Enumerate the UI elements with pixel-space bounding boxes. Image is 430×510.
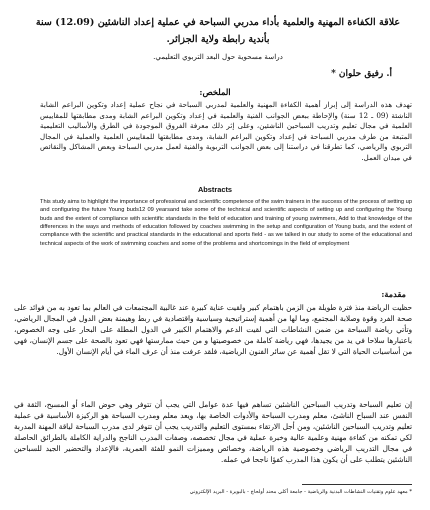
english-abstract-text: This study aims to highlight the importance of professional and scientific competence of the swim trainers in the success of the process of setting up and configuring the future Young buds12 09 yearsand take some of the technical and scientific aspects of setting up and configuring the Young buds and the extent of compliance with scientific standards in the field of education and training of young swimmers, Add to that knowledge of the differences in the ways and methods of education followed by coaches swimming in the setup and configuration of Young buds, and the extent of compliance with the scientific and practical standards in the educational and sports field - as we talked in our study to some of the educational and technical aspects of the work of swimming coaches and some of the problems and shortcomings in the field of employment xyxy=(40,199,412,247)
footnote-separator xyxy=(302,484,412,485)
arabic-abstract-heading: الملخص: xyxy=(199,87,231,97)
introduction-paragraph-1: حظيت الرياضة منذ فترة طويلة من الزمن باهتمام كبير ولقيت عناية كبيرة عند غالبية المجتمعات في العالم بما تعود به من فوائد على صحة الفرد وقوة وصلابة المجتمع، وما لها من أهمية إستراتيجية وسياسية واقتصادية في ربط وهيمنة بعض الدول في المجال الرياضي، وتأتي رياضة السباحة من ضمن النشاطات التي لقيت الدعم والاهتمام الكبير في الدول المطلة على البحار على وجه الخصوص، باعتبارها سلاحا في يد من يجيدها، فهي رياضة كاملة من خصوصيتها و من حيث ممارستها فهي تعود بالصحة على جسم الإنسان، فهي من أساسيات الحياة التي لا تقل أهمية عن سائر الفنون الرياضية، فلقد عرفت منذ أن عرف الماء في أيام الإنسان الأول. xyxy=(14,303,412,357)
introduction-paragraph-2: إن تعليم السباحة وتدريب السباحين الناشئين تساهم فيها عدة عوامل التي يجب أن تتوفر وهي حوض الماء أو المسبح، الثقة في النفس عند السباح الناشئ، معلم ومدرب السباحة والأدوات الخاصة بها، ويعد معلم ومدرب السباحة هو الركيزة الأساسية في عملية تعليم وتدريب السباحين الناشئين، ومن أجل الارتقاء بمستوى التعليم والتدريب يجب أن تتوفر لدى مدرب السباحة لياقة المهنة المدربة لكي تمكنه من كفاءة مهنية وعلمية عالية وخبرة عملية في مجال تخصصه، وصفات المدرب الناجح والدراية الكاملة بالطرائق الحاصلة في مجال التدريب الرياضي وخصوصية هذه الرياضة، وخصائص ومميزات النمو للفئة العمرية، فالإعداد والتحضير الجيد للسباحين الناشئين يتطلب على أن يكون هذا المدرب كفؤا ناجحا في عمله. xyxy=(14,400,412,465)
footnote: * معهد علوم وتقنيات النشاطات البدنية والرياضية - جامعة أكلي محند أولحاج - بالبويرة - البريد الإلكتروني xyxy=(189,489,412,495)
english-abstract-heading: Abstracts xyxy=(197,185,233,194)
introduction-heading: مقدمة: xyxy=(381,289,406,299)
paper-title: علاقة الكفاءة المهنية والعلمية بأداء مدربي السباحة في عملية إعداد الناشئين (12.09) سنة بأندية رابطة ولاية الجزائر. xyxy=(35,17,401,45)
paper-subtitle: دراسة مسحوية حول البعد التربوي التعليمي. xyxy=(153,52,283,61)
arabic-abstract-text: تهدف هذه الدراسة إلى إبراز أهمية الكفاءة المهنية والعلمية لمدربي السباحة في نجاح عملية إعداد وتكوين البراعم الشابة الناشئة (09 ـ 12 سنة) والإحاطة ببعض الجوانب الفنية والعلمية في إعداد وتكوين البراعم الشابة ومدى مطابقتها للمقاييس العلمية في مجال تعليم وتدريب السباحين الناشئين، وعلى إثر ذلك معرفة الفروق الموجودة في الطرق والأساليب التعليمية المتبعة من طرف مدربي السباحة في إعداد وتكوين البراعم الشابة، ومدى مطابقتها للمقاييس العلمية والعملية في المجال التربوي والرياضي، كما تطرقنا في دراستنا إلى بعض الجوانب التربوية والفنية لعمل مدربي السباحة وبعض المشاكل والنقائص في ميدان العمل. xyxy=(40,100,412,162)
author-name: أ. رفيق حلوان * xyxy=(331,69,392,79)
